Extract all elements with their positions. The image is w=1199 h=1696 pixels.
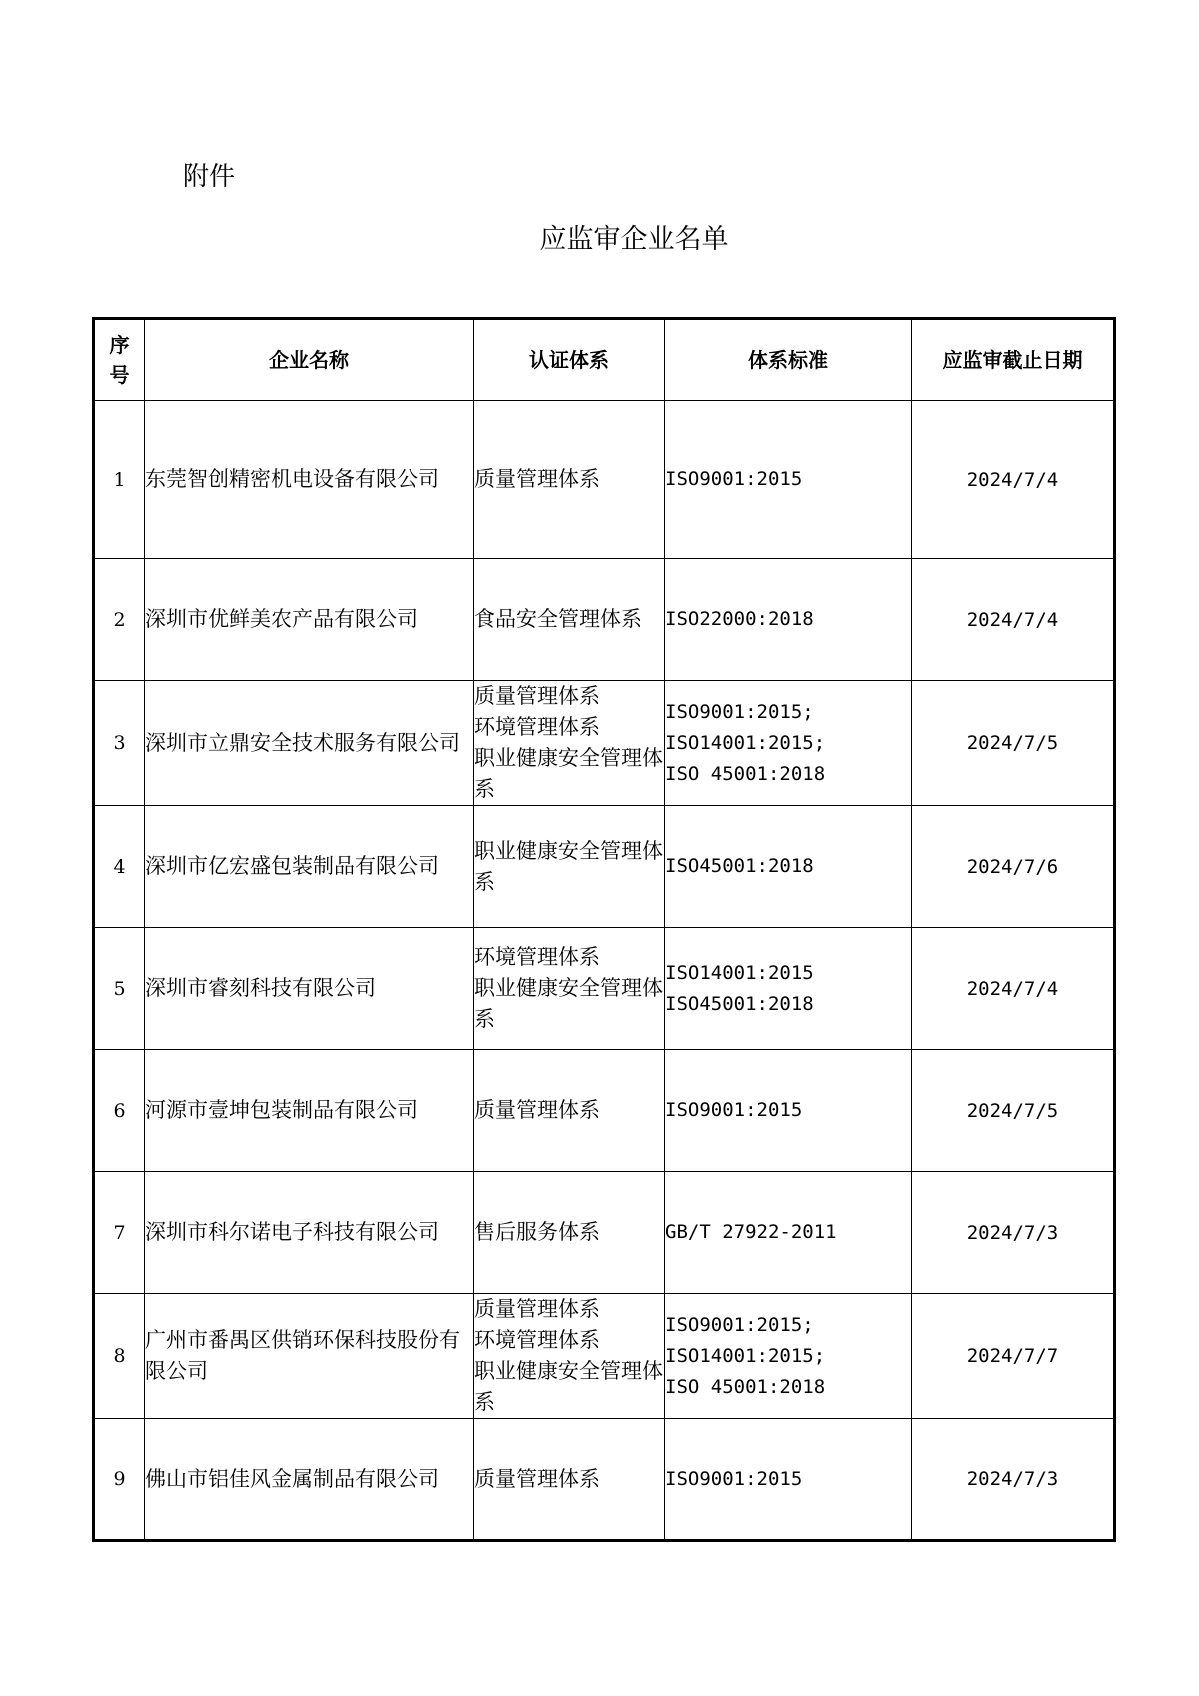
row-no: 9 bbox=[94, 1419, 145, 1541]
table-row bbox=[94, 681, 1115, 806]
table-row bbox=[94, 1294, 1115, 1419]
header-standard: 体系标准 bbox=[665, 319, 912, 401]
company-name: 深圳市亿宏盛包装制品有限公司 bbox=[145, 806, 474, 928]
system-line: 职业健康安全管理体系 bbox=[474, 746, 663, 801]
table-header-row bbox=[94, 319, 1115, 401]
certification-system bbox=[474, 559, 665, 681]
standard-line: ISO14001:2015; bbox=[665, 1344, 826, 1367]
certification-system bbox=[474, 1294, 665, 1419]
standard-line: ISO 45001:2018 bbox=[665, 762, 826, 785]
audit-deadline: 2024/7/4 bbox=[912, 401, 1115, 559]
audit-deadline: 2024/7/5 bbox=[912, 1050, 1115, 1172]
system-standard bbox=[665, 1172, 912, 1294]
certification-system bbox=[474, 928, 665, 1050]
system-line: 职业健康安全管理体系 bbox=[474, 1359, 663, 1414]
audit-deadline: 2024/7/6 bbox=[912, 806, 1115, 928]
table-row bbox=[94, 1050, 1115, 1172]
table-row bbox=[94, 559, 1115, 681]
row-no: 6 bbox=[94, 1050, 145, 1172]
table-row bbox=[94, 401, 1115, 559]
company-name: 深圳市科尔诺电子科技有限公司 bbox=[145, 1172, 474, 1294]
standard-line: ISO45001:2018 bbox=[665, 992, 814, 1015]
row-no: 7 bbox=[94, 1172, 145, 1294]
table-row bbox=[94, 806, 1115, 928]
header-deadline: 应监审截止日期 bbox=[912, 319, 1115, 401]
company-name: 广州市番禺区供销环保科技股份有限公司 bbox=[145, 1294, 474, 1419]
system-line: 质量管理体系 bbox=[474, 684, 600, 708]
company-name: 佛山市铝佳风金属制品有限公司 bbox=[145, 1419, 474, 1541]
system-line: 质量管理体系 bbox=[474, 1297, 600, 1321]
header-system: 认证体系 bbox=[474, 319, 665, 401]
row-no: 1 bbox=[94, 401, 145, 559]
company-name: 河源市壹坤包装制品有限公司 bbox=[145, 1050, 474, 1172]
standard-line: ISO9001:2015 bbox=[665, 1467, 803, 1490]
system-line: 环境管理体系 bbox=[474, 715, 600, 739]
certification-system bbox=[474, 401, 665, 559]
system-line: 售后服务体系 bbox=[474, 1220, 600, 1244]
enterprise-table bbox=[92, 317, 1116, 1542]
standard-line: ISO9001:2015 bbox=[665, 1099, 803, 1121]
row-no: 8 bbox=[94, 1294, 145, 1419]
certification-system bbox=[474, 806, 665, 928]
standard-line: ISO14001:2015 bbox=[665, 961, 814, 984]
audit-deadline: 2024/7/5 bbox=[912, 681, 1115, 806]
standard-line: ISO45001:2018 bbox=[665, 855, 814, 877]
system-line: 食品安全管理体系 bbox=[474, 607, 642, 631]
system-line: 职业健康安全管理体系 bbox=[474, 838, 663, 894]
table-row bbox=[94, 928, 1115, 1050]
row-no: 5 bbox=[94, 928, 145, 1050]
audit-deadline: 2024/7/3 bbox=[912, 1172, 1115, 1294]
standard-line: ISO9001:2015; bbox=[665, 1313, 814, 1336]
header-name: 企业名称 bbox=[145, 319, 474, 401]
standard-line: ISO14001:2015; bbox=[665, 731, 826, 754]
standard-line: GB/T 27922-2011 bbox=[665, 1221, 837, 1243]
attachment-label: 附件 bbox=[183, 162, 236, 192]
certification-system bbox=[474, 1419, 665, 1541]
system-standard bbox=[665, 681, 912, 806]
table-row bbox=[94, 1172, 1115, 1294]
standard-line: ISO9001:2015 bbox=[665, 468, 803, 490]
system-line: 质量管理体系 bbox=[474, 1098, 600, 1122]
system-standard bbox=[665, 1294, 912, 1419]
system-line: 环境管理体系 bbox=[474, 1328, 600, 1352]
audit-deadline: 2024/7/3 bbox=[912, 1419, 1115, 1541]
certification-system bbox=[474, 681, 665, 806]
company-name: 深圳市优鲜美农产品有限公司 bbox=[145, 559, 474, 681]
company-name: 深圳市立鼎安全技术服务有限公司 bbox=[145, 681, 474, 806]
system-line: 质量管理体系 bbox=[474, 467, 600, 491]
document-title: 应监审企业名单 bbox=[539, 224, 729, 255]
row-no: 2 bbox=[94, 559, 145, 681]
certification-system bbox=[474, 1172, 665, 1294]
table-body bbox=[94, 401, 1115, 1541]
standard-line: ISO22000:2018 bbox=[665, 608, 814, 630]
system-standard bbox=[665, 806, 912, 928]
standard-line: ISO9001:2015; bbox=[665, 700, 814, 723]
system-line: 环境管理体系 bbox=[474, 945, 600, 969]
audit-deadline: 2024/7/4 bbox=[912, 559, 1115, 681]
company-name: 东莞智创精密机电设备有限公司 bbox=[145, 401, 474, 559]
system-standard bbox=[665, 559, 912, 681]
system-standard bbox=[665, 1419, 912, 1541]
system-standard bbox=[665, 401, 912, 559]
system-line: 职业健康安全管理体系 bbox=[474, 976, 663, 1031]
certification-system bbox=[474, 1050, 665, 1172]
row-no: 4 bbox=[94, 806, 145, 928]
system-standard bbox=[665, 928, 912, 1050]
standard-line: ISO 45001:2018 bbox=[665, 1375, 826, 1398]
table-row bbox=[94, 1419, 1115, 1541]
row-no: 3 bbox=[94, 681, 145, 806]
header-no: 序 号 bbox=[94, 319, 145, 401]
audit-deadline: 2024/7/7 bbox=[912, 1294, 1115, 1419]
system-standard bbox=[665, 1050, 912, 1172]
company-name: 深圳市睿刻科技有限公司 bbox=[145, 928, 474, 1050]
system-line: 质量管理体系 bbox=[474, 1466, 600, 1491]
audit-deadline: 2024/7/4 bbox=[912, 928, 1115, 1050]
